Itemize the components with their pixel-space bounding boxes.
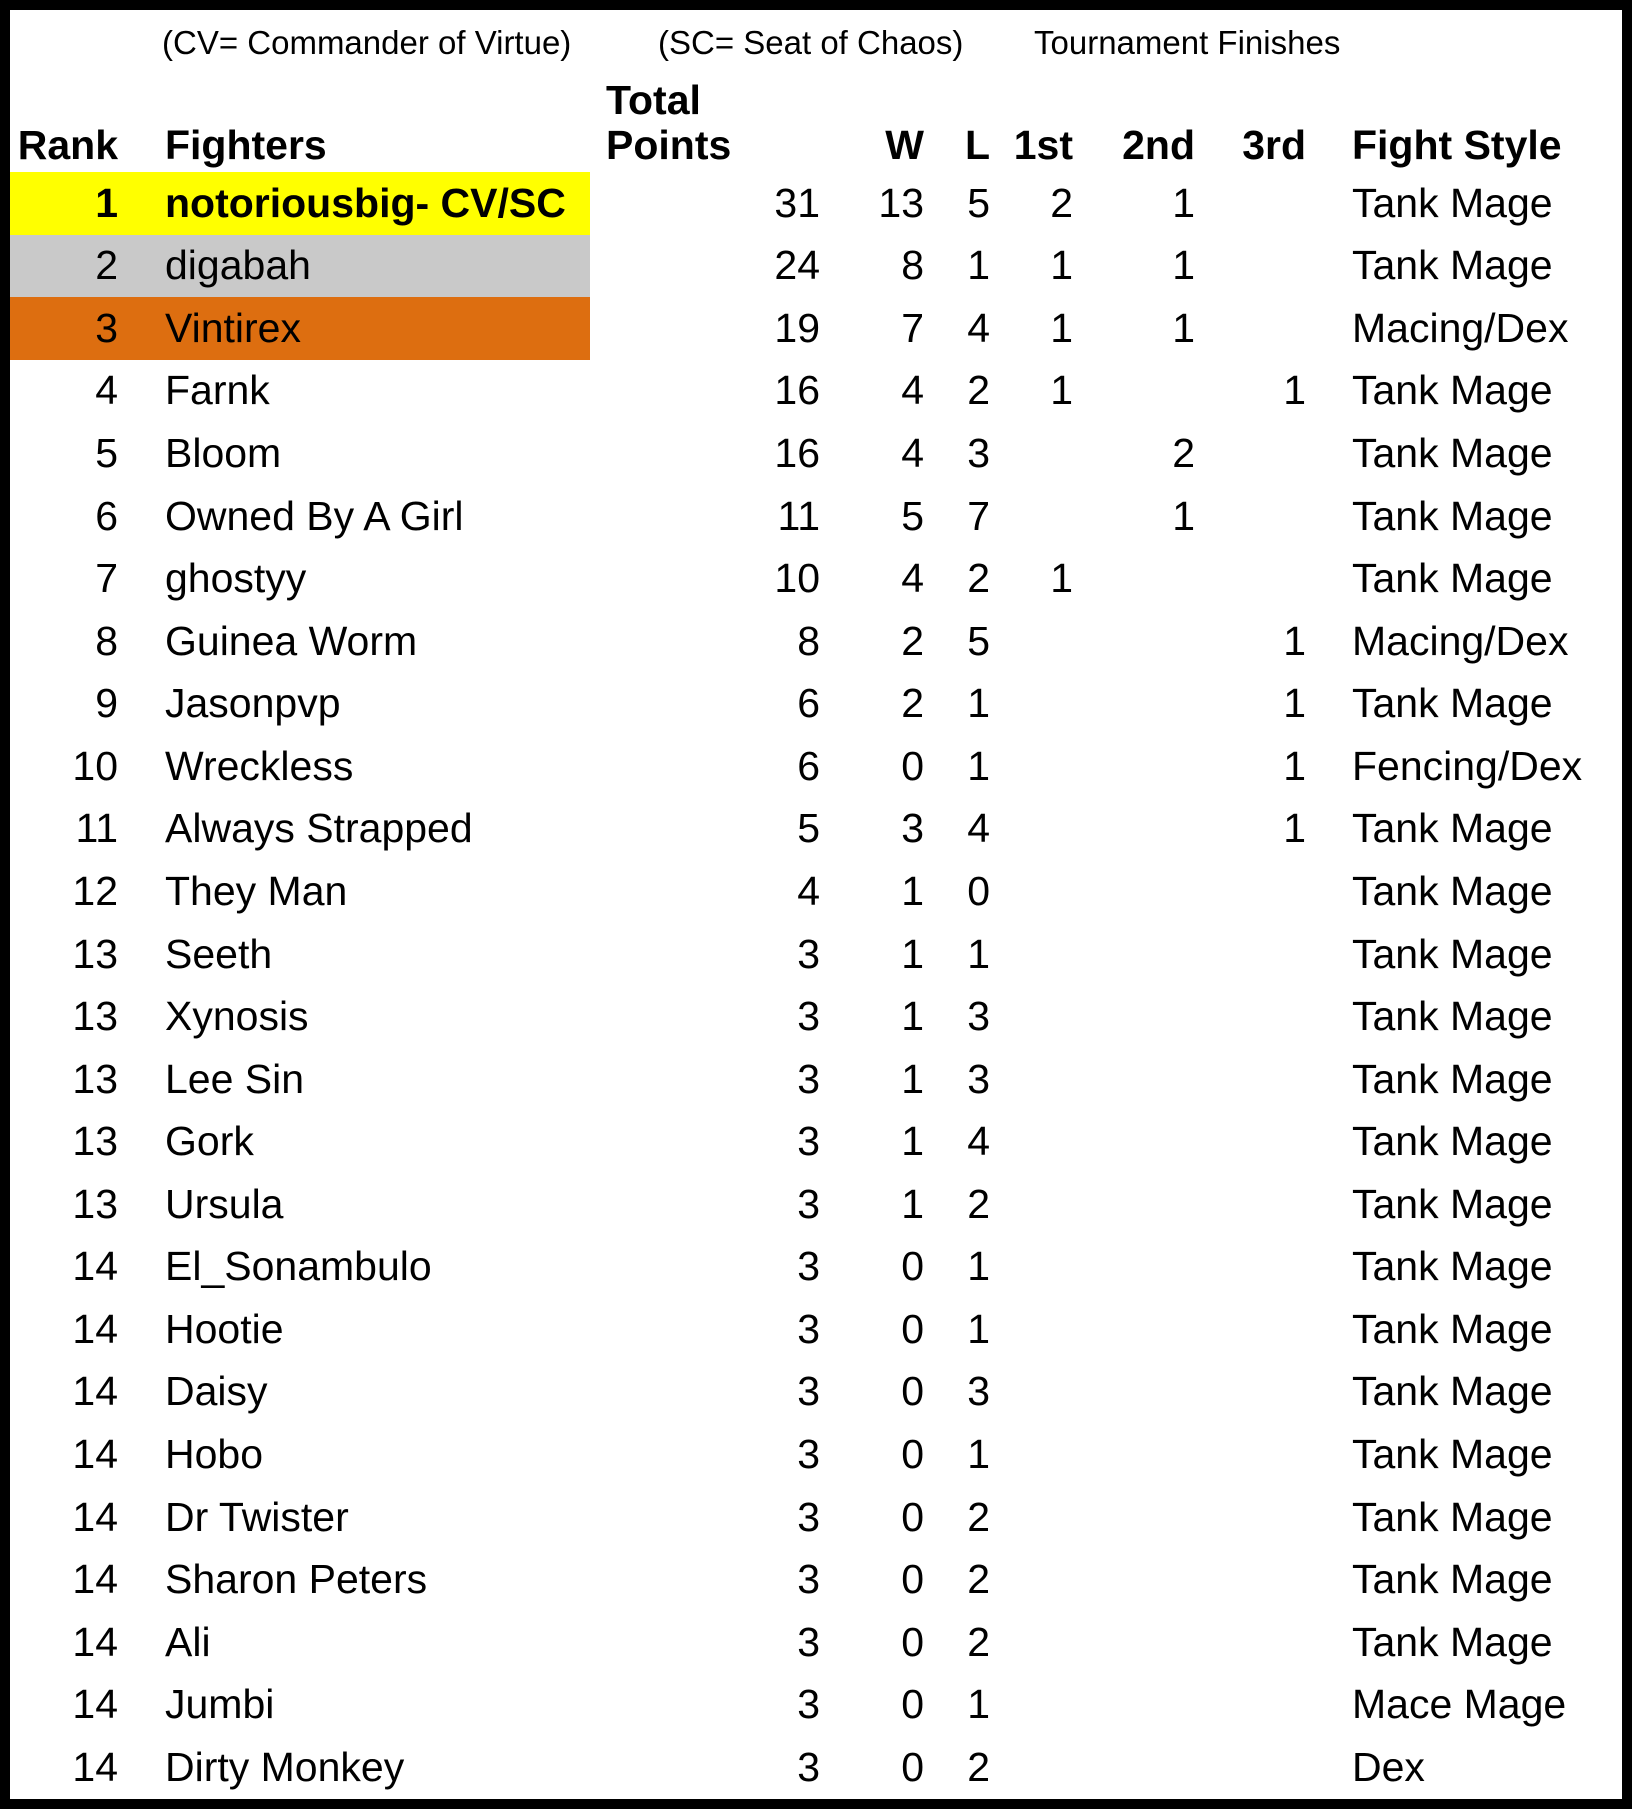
total-points-cell: 3 bbox=[797, 930, 820, 977]
table-row bbox=[10, 1486, 1622, 1549]
losses-cell: 2 bbox=[967, 555, 990, 602]
third-place-cell bbox=[1205, 1486, 1316, 1549]
fighter-name-cell: digabah bbox=[130, 235, 590, 298]
fighter-name-cell: Bloom bbox=[165, 430, 282, 477]
fight-style-cell: Tank Mage bbox=[1352, 930, 1553, 977]
second-place-cell bbox=[1083, 860, 1205, 923]
fight-style-cell: Tank Mage bbox=[1352, 867, 1553, 914]
wins-cell: 0 bbox=[901, 1431, 924, 1478]
first-place-cell: 1 bbox=[1050, 242, 1073, 289]
first-place-cell bbox=[1000, 1611, 1083, 1674]
losses-cell: 1 bbox=[967, 742, 990, 789]
table-row bbox=[10, 1110, 1622, 1173]
wins-cell: 0 bbox=[901, 1305, 924, 1352]
wins-cell: 1 bbox=[901, 1055, 924, 1102]
first-place-cell bbox=[1000, 923, 1083, 986]
fight-style-cell: Tank Mage bbox=[1352, 367, 1553, 414]
fighter-name-cell: Sharon Peters bbox=[165, 1556, 428, 1603]
rank-cell: 14 bbox=[72, 1618, 118, 1665]
fighter-name-cell: Wreckless bbox=[165, 742, 354, 789]
wins-cell: 0 bbox=[901, 1618, 924, 1665]
fighter-name-cell: Guinea Worm bbox=[165, 617, 418, 664]
wins-cell: 1 bbox=[901, 930, 924, 977]
third-place-cell bbox=[1205, 1548, 1316, 1611]
first-place-cell bbox=[1000, 1110, 1083, 1173]
column-header-row bbox=[10, 68, 1622, 172]
wins-cell: 2 bbox=[901, 617, 924, 664]
third-place-cell bbox=[1205, 1423, 1316, 1486]
fight-style-cell: Tank Mage bbox=[1352, 1368, 1553, 1415]
second-place-cell bbox=[1083, 923, 1205, 986]
rank-cell: 13 bbox=[72, 1118, 118, 1165]
losses-cell: 1 bbox=[967, 930, 990, 977]
fight-style-cell: Tank Mage bbox=[1352, 1180, 1553, 1227]
second-place-cell: 1 bbox=[1172, 492, 1195, 539]
losses-cell: 3 bbox=[967, 1368, 990, 1415]
third-place-cell bbox=[1205, 860, 1316, 923]
rank-cell: 9 bbox=[95, 680, 118, 727]
rank-cell: 2 bbox=[10, 235, 130, 298]
rank-cell: 14 bbox=[72, 1744, 118, 1791]
rank-cell: 5 bbox=[95, 430, 118, 477]
third-place-cell bbox=[1205, 1173, 1316, 1236]
losses-cell: 5 bbox=[967, 617, 990, 664]
total-points-cell: 16 bbox=[774, 367, 820, 414]
total-points-cell: 11 bbox=[777, 492, 820, 539]
second-place-cell: 1 bbox=[1172, 179, 1195, 226]
wins-cell: 13 bbox=[878, 179, 924, 226]
losses-cell: 7 bbox=[967, 492, 990, 539]
rank-cell: 10 bbox=[72, 742, 118, 789]
table-row bbox=[10, 673, 1622, 736]
table-row bbox=[10, 1361, 1622, 1424]
first-place-cell bbox=[1000, 1173, 1083, 1236]
total-points-cell: 6 bbox=[797, 680, 820, 727]
third-place-cell bbox=[1205, 172, 1316, 235]
table-row bbox=[10, 1548, 1622, 1611]
third-place-cell bbox=[1205, 422, 1316, 485]
table-row bbox=[10, 1048, 1622, 1111]
first-place-cell bbox=[1000, 1736, 1083, 1799]
fight-style-cell: Tank Mage bbox=[1352, 1243, 1553, 1290]
total-points-cell: 3 bbox=[797, 1493, 820, 1540]
second-place-cell bbox=[1083, 1110, 1205, 1173]
first-place-cell bbox=[1000, 1423, 1083, 1486]
total-points-cell: 19 bbox=[774, 304, 820, 351]
table-row bbox=[10, 923, 1622, 986]
fight-style-cell: Tank Mage bbox=[1352, 1431, 1553, 1478]
sc-legend-note: (SC= Seat of Chaos) bbox=[658, 24, 964, 61]
fighter-name-cell: notoriousbig- CV/SC bbox=[130, 172, 590, 235]
losses-cell: 1 bbox=[967, 1243, 990, 1290]
wins-cell: 1 bbox=[901, 1180, 924, 1227]
total-points-cell: 3 bbox=[797, 1055, 820, 1102]
annotation-row bbox=[10, 10, 1622, 68]
table-row bbox=[10, 610, 1622, 673]
losses-cell: 5 bbox=[967, 179, 990, 226]
fighters-table-body bbox=[10, 172, 1622, 1799]
third-place-cell: 1 bbox=[1283, 367, 1306, 414]
table-row bbox=[10, 1611, 1622, 1674]
wins-cell: 4 bbox=[901, 367, 924, 414]
fight-style-cell: Tank Mage bbox=[1352, 1055, 1553, 1102]
rank-cell: 14 bbox=[72, 1556, 118, 1603]
total-points-cell: 6 bbox=[797, 742, 820, 789]
fighter-name-cell: ghostyy bbox=[165, 555, 307, 602]
second-place-cell bbox=[1083, 798, 1205, 861]
losses-cell: 2 bbox=[967, 1744, 990, 1791]
rank-cell: 11 bbox=[75, 805, 118, 852]
fighter-name-cell: El_Sonambulo bbox=[165, 1243, 432, 1290]
third-place-cell: 1 bbox=[1283, 617, 1306, 664]
total-points-cell: 3 bbox=[797, 1431, 820, 1478]
first-place-cell bbox=[1000, 1236, 1083, 1299]
fighter-name-cell: Dirty Monkey bbox=[165, 1744, 405, 1791]
table-row bbox=[10, 547, 1622, 610]
table-row bbox=[10, 360, 1622, 423]
wins-cell: 2 bbox=[901, 680, 924, 727]
total-points-cell: 8 bbox=[797, 617, 820, 664]
fighter-name-cell: Jumbi bbox=[165, 1681, 275, 1728]
second-place-cell bbox=[1083, 1674, 1205, 1737]
table-row bbox=[10, 297, 1622, 360]
wins-cell: 0 bbox=[901, 1368, 924, 1415]
third-place-cell bbox=[1205, 1048, 1316, 1111]
fight-style-cell: Tank Mage bbox=[1352, 492, 1553, 539]
first-place-cell bbox=[1000, 485, 1083, 548]
table-row bbox=[10, 798, 1622, 861]
fight-style-cell: Mace Mage bbox=[1352, 1681, 1567, 1728]
total-points-cell: 3 bbox=[797, 1368, 820, 1415]
total-points-cell: 24 bbox=[774, 242, 820, 289]
first-place-cell: 2 bbox=[1050, 179, 1073, 226]
total-points-column-header bbox=[590, 68, 830, 172]
table-row bbox=[10, 1173, 1622, 1236]
wins-cell: 8 bbox=[901, 242, 924, 289]
first-place-cell: 1 bbox=[1050, 555, 1073, 602]
fighter-name-cell: Owned By A Girl bbox=[165, 492, 464, 539]
third-place-cell bbox=[1205, 235, 1316, 298]
rank-cell: 12 bbox=[72, 867, 118, 914]
wins-cell: 3 bbox=[901, 805, 924, 852]
table-row bbox=[10, 172, 1622, 235]
second-place-cell bbox=[1083, 1736, 1205, 1799]
second-place-cell bbox=[1083, 1236, 1205, 1299]
rank-cell: 1 bbox=[10, 172, 130, 235]
wins-cell: 5 bbox=[901, 492, 924, 539]
first-place-cell bbox=[1000, 985, 1083, 1048]
third-place-cell bbox=[1205, 297, 1316, 360]
third-place-cell: 1 bbox=[1283, 680, 1306, 727]
total-points-cell: 4 bbox=[797, 867, 820, 914]
fighter-name-cell: Hobo bbox=[165, 1431, 264, 1478]
third-place-cell bbox=[1205, 1736, 1316, 1799]
table-row bbox=[10, 1298, 1622, 1361]
fight-style-cell: Tank Mage bbox=[1352, 1493, 1553, 1540]
total-points-cell: 3 bbox=[797, 993, 820, 1040]
total-points-cell: 10 bbox=[774, 555, 820, 602]
first-place-cell bbox=[1000, 1548, 1083, 1611]
losses-cell: 4 bbox=[967, 304, 990, 351]
first-place-cell bbox=[1000, 422, 1083, 485]
empty-corner bbox=[10, 10, 130, 68]
third-place-cell: 1 bbox=[1283, 742, 1306, 789]
total-points-cell: 5 bbox=[797, 805, 820, 852]
tournament-finishes-note: Tournament Finishes bbox=[1034, 24, 1341, 61]
second-place-cell: 1 bbox=[1172, 242, 1195, 289]
first-place-cell: 1 bbox=[1050, 367, 1073, 414]
table-row bbox=[10, 985, 1622, 1048]
fighter-name-cell: Ali bbox=[165, 1618, 211, 1665]
rank-cell: 7 bbox=[95, 555, 118, 602]
wins-cell: 0 bbox=[901, 1556, 924, 1603]
total-points-cell: 3 bbox=[797, 1618, 820, 1665]
fighter-name-cell: Jasonpvp bbox=[165, 680, 341, 727]
rank-cell: 13 bbox=[72, 1055, 118, 1102]
second-place-cell: 2 bbox=[1172, 430, 1195, 477]
total-points-cell: 3 bbox=[797, 1180, 820, 1227]
losses-cell: 4 bbox=[967, 1118, 990, 1165]
fight-style-cell: Tank Mage bbox=[1352, 993, 1553, 1040]
rank-cell: 8 bbox=[95, 617, 118, 664]
fighter-name-cell: Xynosis bbox=[165, 993, 309, 1040]
rank-column-header: Rank bbox=[17, 121, 118, 168]
wins-cell: 0 bbox=[901, 1493, 924, 1540]
table-row bbox=[10, 235, 1622, 298]
table-row bbox=[10, 485, 1622, 548]
fight-style-cell: Tank Mage bbox=[1352, 1118, 1553, 1165]
second-place-cell bbox=[1083, 1298, 1205, 1361]
losses-cell: 2 bbox=[967, 1618, 990, 1665]
second-place-cell bbox=[1083, 1548, 1205, 1611]
fighter-name-cell: Lee Sin bbox=[165, 1055, 305, 1102]
third-place-cell bbox=[1205, 923, 1316, 986]
fight-style-cell: Tank Mage bbox=[1352, 430, 1553, 477]
rank-cell: 14 bbox=[72, 1681, 118, 1728]
table-row bbox=[10, 860, 1622, 923]
total-points-cell: 3 bbox=[797, 1556, 820, 1603]
fight-style-cell: Tank Mage bbox=[1352, 1305, 1553, 1352]
table-row bbox=[10, 1674, 1622, 1737]
table-row bbox=[10, 1236, 1622, 1299]
second-place-cell bbox=[1083, 1173, 1205, 1236]
fight-style-cell: Tank Mage bbox=[1352, 1556, 1553, 1603]
fight-style-column-header: Fight Style bbox=[1352, 121, 1562, 168]
rank-cell: 6 bbox=[95, 492, 118, 539]
rank-cell: 3 bbox=[10, 297, 130, 360]
losses-cell: 1 bbox=[967, 242, 990, 289]
losses-cell: 0 bbox=[967, 867, 990, 914]
fight-style-cell: Tank Mage bbox=[1352, 555, 1553, 602]
wins-cell: 1 bbox=[901, 993, 924, 1040]
rank-cell: 14 bbox=[72, 1431, 118, 1478]
first-place-cell bbox=[1000, 1486, 1083, 1549]
fighter-name-cell: Vintirex bbox=[130, 297, 590, 360]
wins-cell: 0 bbox=[901, 742, 924, 789]
rank-cell: 13 bbox=[72, 930, 118, 977]
wins-cell: 4 bbox=[901, 555, 924, 602]
table-row bbox=[10, 1736, 1622, 1799]
rank-cell: 14 bbox=[72, 1305, 118, 1352]
third-place-cell bbox=[1205, 1298, 1316, 1361]
first-place-cell bbox=[1000, 1298, 1083, 1361]
fight-style-cell: Macing/Dex bbox=[1352, 617, 1569, 664]
table-row bbox=[10, 422, 1622, 485]
first-place-cell bbox=[1000, 610, 1083, 673]
second-place-cell bbox=[1083, 360, 1205, 423]
wins-column-header: W bbox=[885, 121, 924, 168]
second-place-cell bbox=[1083, 547, 1205, 610]
fighter-name-cell: Dr Twister bbox=[165, 1493, 349, 1540]
first-place-cell bbox=[1000, 735, 1083, 798]
third-place-cell bbox=[1205, 1110, 1316, 1173]
cv-legend-note: (CV= Commander of Virtue) bbox=[162, 24, 572, 61]
second-place-cell bbox=[1083, 985, 1205, 1048]
fighter-name-cell: Seeth bbox=[165, 930, 273, 977]
losses-cell: 1 bbox=[967, 1681, 990, 1728]
fight-style-cell: Dex bbox=[1352, 1744, 1425, 1791]
rank-cell: 4 bbox=[95, 367, 118, 414]
fight-style-cell: Tank Mage bbox=[1352, 1618, 1553, 1665]
second-place-cell bbox=[1083, 673, 1205, 736]
second-place-cell bbox=[1083, 610, 1205, 673]
fighters-column-header: Fighters bbox=[165, 121, 327, 168]
wins-cell: 1 bbox=[901, 867, 924, 914]
wins-cell: 0 bbox=[901, 1681, 924, 1728]
losses-cell: 3 bbox=[967, 993, 990, 1040]
rank-cell: 14 bbox=[72, 1493, 118, 1540]
fighter-name-cell: Hootie bbox=[165, 1305, 284, 1352]
losses-cell: 2 bbox=[967, 1556, 990, 1603]
losses-cell: 4 bbox=[967, 805, 990, 852]
first-place-cell bbox=[1000, 798, 1083, 861]
third-place-column-header: 3rd bbox=[1242, 121, 1306, 168]
second-place-cell: 1 bbox=[1172, 304, 1195, 351]
rank-cell: 14 bbox=[72, 1243, 118, 1290]
wins-cell: 4 bbox=[901, 430, 924, 477]
table-row bbox=[10, 1423, 1622, 1486]
second-place-column-header: 2nd bbox=[1122, 121, 1195, 168]
first-place-cell bbox=[1000, 860, 1083, 923]
total-points-header-line2: Points bbox=[606, 121, 732, 168]
rank-cell: 14 bbox=[72, 1368, 118, 1415]
fight-style-cell: Fencing/Dex bbox=[1352, 742, 1583, 789]
total-points-cell: 3 bbox=[797, 1118, 820, 1165]
table-row bbox=[10, 735, 1622, 798]
total-points-cell: 31 bbox=[774, 179, 820, 226]
third-place-cell bbox=[1205, 1236, 1316, 1299]
losses-column-header: L bbox=[964, 121, 990, 168]
total-points-cell: 3 bbox=[797, 1681, 820, 1728]
first-place-cell bbox=[1000, 673, 1083, 736]
third-place-cell bbox=[1205, 1611, 1316, 1674]
losses-cell: 2 bbox=[967, 367, 990, 414]
third-place-cell bbox=[1205, 1674, 1316, 1737]
losses-cell: 1 bbox=[967, 680, 990, 727]
fight-style-cell: Tank Mage bbox=[1352, 179, 1553, 226]
wins-cell: 0 bbox=[901, 1744, 924, 1791]
fighter-name-cell: Always Strapped bbox=[165, 805, 473, 852]
fight-style-cell: Tank Mage bbox=[1352, 680, 1553, 727]
losses-cell: 2 bbox=[967, 1493, 990, 1540]
second-place-cell bbox=[1083, 1048, 1205, 1111]
second-place-cell bbox=[1083, 1423, 1205, 1486]
wins-cell: 1 bbox=[901, 1118, 924, 1165]
third-place-cell bbox=[1205, 1361, 1316, 1424]
fighter-name-cell: They Man bbox=[165, 867, 348, 914]
total-points-header-line1: Total bbox=[606, 76, 701, 123]
first-place-cell bbox=[1000, 1048, 1083, 1111]
total-points-cell: 3 bbox=[797, 1305, 820, 1352]
total-points-cell: 16 bbox=[774, 430, 820, 477]
losses-cell: 2 bbox=[967, 1180, 990, 1227]
first-place-column-header: 1st bbox=[1013, 121, 1073, 168]
total-points-cell: 3 bbox=[797, 1744, 820, 1791]
rank-cell: 13 bbox=[72, 1180, 118, 1227]
fighters-leaderboard-table bbox=[10, 10, 1622, 1799]
second-place-cell bbox=[1083, 1611, 1205, 1674]
wins-cell: 0 bbox=[901, 1243, 924, 1290]
fighter-name-cell: Farnk bbox=[165, 367, 270, 414]
first-place-cell bbox=[1000, 1361, 1083, 1424]
third-place-cell bbox=[1205, 547, 1316, 610]
fighter-name-cell: Daisy bbox=[165, 1368, 268, 1415]
wins-cell: 7 bbox=[901, 304, 924, 351]
fight-style-cell: Macing/Dex bbox=[1352, 304, 1569, 351]
second-place-cell bbox=[1083, 1361, 1205, 1424]
first-place-cell: 1 bbox=[1050, 304, 1073, 351]
third-place-cell bbox=[1205, 485, 1316, 548]
losses-cell: 3 bbox=[967, 430, 990, 477]
total-points-cell: 3 bbox=[797, 1243, 820, 1290]
rank-cell: 13 bbox=[72, 993, 118, 1040]
fighter-name-cell: Ursula bbox=[165, 1180, 284, 1227]
first-place-cell bbox=[1000, 1674, 1083, 1737]
second-place-cell bbox=[1083, 735, 1205, 798]
losses-cell: 1 bbox=[967, 1305, 990, 1352]
fight-style-cell: Tank Mage bbox=[1352, 242, 1553, 289]
fighter-name-cell: Gork bbox=[165, 1118, 254, 1165]
losses-cell: 3 bbox=[967, 1055, 990, 1102]
third-place-cell bbox=[1205, 985, 1316, 1048]
fight-style-cell: Tank Mage bbox=[1352, 805, 1553, 852]
third-place-cell: 1 bbox=[1283, 805, 1306, 852]
second-place-cell bbox=[1083, 1486, 1205, 1549]
losses-cell: 1 bbox=[967, 1431, 990, 1478]
